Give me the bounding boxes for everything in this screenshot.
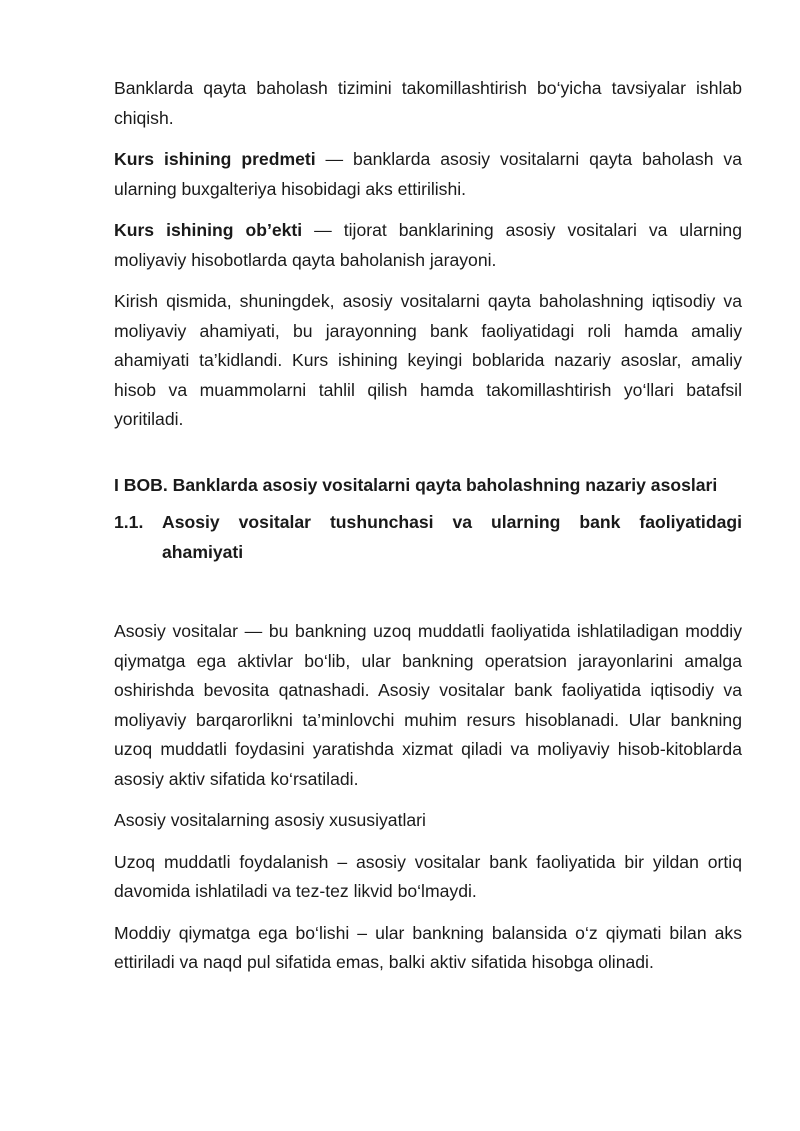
chapter-title: I BOB. Banklarda asosiy vositalarni qayta baholashning nazariy asoslari xyxy=(114,474,718,495)
paragraph-object xyxy=(114,216,742,275)
paragraph-intro-summary: Kirish qismida, shuningdek, asosiy vositalarni qayta baholashning iqtisodiy va moliyaviy ahamiyati, bu jarayonning bank faoliyatidagi roli hamda amaliy ahamiyati ta’kidlandi. Kurs ishining keyingi boblarida nazariy asoslar, amaliy hisob va muammolarni tahlil qilish hamda takomillashtirish yo‘llari batafsil yoritiladi. xyxy=(114,291,742,429)
section-title: Asosiy vositalar tushunchasi va ularning bank faoliyatidagi ahamiyati xyxy=(162,512,742,562)
object-label: Kurs ishining ob’ekti xyxy=(114,220,303,240)
subject-text: — banklarda asosiy vositalarni qayta baholash va ularning buxgalteriya hisobidagi aks ettirilishi. xyxy=(114,149,742,199)
paragraph-intro-end: Banklarda qayta baholash tizimini takomillashtirish bo‘yicha tavsiyalar ishlab chiqish. xyxy=(114,78,742,128)
section-number: 1.1. xyxy=(114,512,144,532)
section-heading xyxy=(114,508,742,567)
paragraph-feature-material: Moddiy qiymatga ega bo‘lishi – ular bankning balansida o‘z qiymati bilan aks ettiriladi va naqd pul sifatida emas, balki aktiv sifatida hisobga olinadi. xyxy=(114,922,742,972)
object-text: — tijorat banklarining asosiy vositalari va ularning moliyaviy hisobotlarda qayta baholanish jarayoni. xyxy=(114,220,743,270)
paragraph-subject xyxy=(114,145,742,204)
features-heading: Asosiy vositalarning asosiy xususiyatlari xyxy=(114,810,426,830)
paragraph-feature-long-term: Uzoq muddatli foydalanish – asosiy vositalar bank faoliyatida bir yildan ortiq davomida ishlatiladi va tez-tez likvid bo‘lmaydi. xyxy=(114,851,742,901)
document-page xyxy=(114,74,742,990)
paragraph-definition: Asosiy vositalar — bu bankning uzoq muddatli faoliyatida ishlatiladigan moddiy qiymatga ega aktivlar bo‘lib, ular bankning operatsion jarayonlarini amalga oshirishda bevosita qatnashadi. Asosiy vositalar bank faoliyatida iqtisodiy va moliyaviy barqarorlikni ta’minlovchi muhim resurs hisoblanadi. Ular bankning uzoq muddatli foydasini yaratishda xizmat qiladi va moliyaviy hisob-kitoblarda asosiy aktiv sifatida ko‘rsatiladi. xyxy=(114,621,742,789)
subject-label: Kurs ishining predmeti xyxy=(114,149,316,169)
